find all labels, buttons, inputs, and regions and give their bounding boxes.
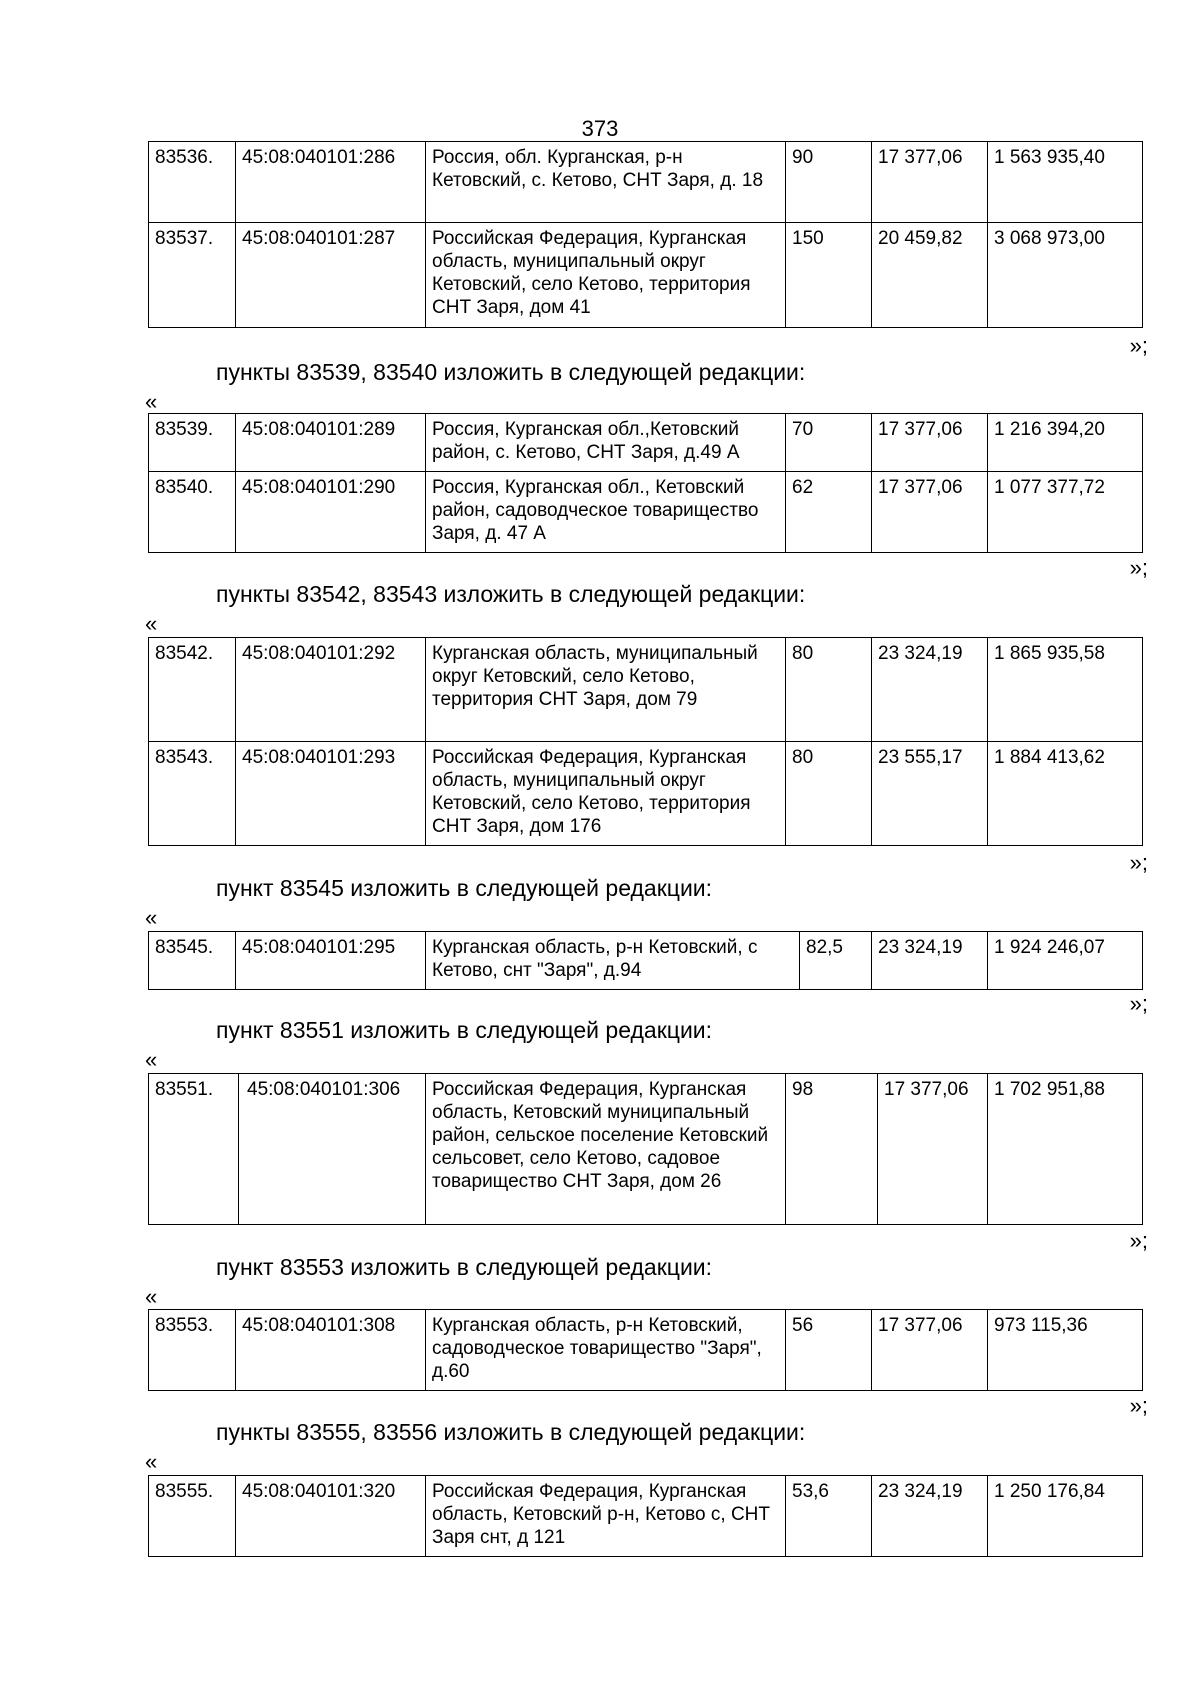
area: 53,6 bbox=[786, 1476, 872, 1557]
area: 56 bbox=[786, 1310, 872, 1391]
amendment-instruction: пункты 83539, 83540 изложить в следующей редакции: bbox=[216, 359, 806, 385]
page-number: 373 bbox=[581, 116, 619, 141]
amendment-instruction: пункты 83555, 83556 изложить в следующей редакции: bbox=[216, 1419, 806, 1445]
cadastral-number: 45:08:040101:292 bbox=[236, 638, 426, 742]
specific-value: 23 324,19 bbox=[872, 1476, 988, 1557]
cadastral-number: 45:08:040101:289 bbox=[236, 414, 426, 472]
cadastral-value: 1 702 951,88 bbox=[988, 1074, 1143, 1225]
opening-quote: « bbox=[145, 1047, 158, 1072]
cadastral-number: 45:08:040101:287 bbox=[236, 223, 426, 328]
area: 80 bbox=[786, 742, 872, 846]
cadastral-value: 973 115,36 bbox=[988, 1310, 1143, 1391]
specific-value: 17 377,06 bbox=[872, 472, 988, 553]
address: Курганская область, муниципальный округ Кетовский, село Кетово, территория СНТ Заря, дом 79 bbox=[426, 638, 786, 742]
amendment-instruction: пункты 83542, 83543 изложить в следующей редакции: bbox=[216, 581, 806, 607]
table-row bbox=[149, 223, 1143, 328]
closing-quote: »; bbox=[1129, 555, 1148, 580]
row-number: 83539. bbox=[149, 414, 236, 472]
area: 98 bbox=[786, 1074, 878, 1225]
opening-quote: « bbox=[145, 1449, 158, 1474]
registry-table bbox=[148, 1475, 1143, 1557]
registry-table bbox=[148, 1309, 1143, 1391]
closing-quote: »; bbox=[1129, 333, 1148, 358]
opening-quote: « bbox=[145, 905, 158, 930]
address: Российская Федерация, Курганская область, Кетовский муниципальный район, сельское поселение Кетовский сельсовет, село Кетово, садовое товарищество СНТ Заря, дом 26 bbox=[426, 1074, 786, 1225]
amendment-instruction: пункт 83551 изложить в следующей редакции: bbox=[216, 1017, 713, 1043]
amendment-instruction: пункт 83545 изложить в следующей редакции: bbox=[216, 875, 713, 901]
cadastral-number: 45:08:040101:293 bbox=[236, 742, 426, 846]
address: Российская Федерация, Курганская область, муниципальный округ Кетовский, село Кетово, территория СНТ Заря, дом 41 bbox=[426, 223, 786, 328]
row-number: 83545. bbox=[149, 932, 236, 990]
specific-value: 23 324,19 bbox=[872, 932, 988, 990]
cadastral-number: 45:08:040101:286 bbox=[236, 142, 426, 223]
cadastral-value: 1 077 377,72 bbox=[988, 472, 1143, 553]
address: Россия, Курганская обл.,Кетовский район, с. Кетово, СНТ Заря, д.49 А bbox=[426, 414, 786, 472]
table-row bbox=[149, 932, 1143, 990]
row-number: 83540. bbox=[149, 472, 236, 553]
row-number: 83551. bbox=[149, 1074, 239, 1225]
specific-value: 17 377,06 bbox=[872, 142, 988, 223]
opening-quote: « bbox=[145, 1284, 158, 1309]
closing-quote: »; bbox=[1129, 1228, 1148, 1253]
row-number: 83543. bbox=[149, 742, 236, 846]
specific-value: 23 324,19 bbox=[872, 638, 988, 742]
specific-value: 17 377,06 bbox=[878, 1074, 988, 1225]
registry-table bbox=[148, 413, 1143, 553]
area: 70 bbox=[786, 414, 872, 472]
area: 82,5 bbox=[800, 932, 872, 990]
row-number: 83555. bbox=[149, 1476, 236, 1557]
table-row bbox=[149, 142, 1143, 223]
cadastral-number: 45:08:040101:320 bbox=[236, 1476, 426, 1557]
cadastral-number: 45:08:040101:295 bbox=[236, 932, 426, 990]
specific-value: 20 459,82 bbox=[872, 223, 988, 328]
amendment-instruction: пункт 83553 изложить в следующей редакции: bbox=[216, 1254, 713, 1280]
cadastral-number: 45:08:040101:290 bbox=[236, 472, 426, 553]
area: 62 bbox=[786, 472, 872, 553]
address: Курганская область, р-н Кетовский, с Кетово, снт "Заря", д.94 bbox=[426, 932, 800, 990]
address: Россия, Курганская обл., Кетовский район, садоводческое товарищество Заря, д. 47 А bbox=[426, 472, 786, 553]
cadastral-value: 1 924 246,07 bbox=[988, 932, 1143, 990]
area: 90 bbox=[786, 142, 872, 223]
row-number: 83553. bbox=[149, 1310, 236, 1391]
table-row bbox=[149, 1476, 1143, 1557]
registry-table bbox=[148, 141, 1143, 328]
cadastral-value: 1 563 935,40 bbox=[988, 142, 1143, 223]
specific-value: 23 555,17 bbox=[872, 742, 988, 846]
table-row bbox=[149, 472, 1143, 553]
row-number: 83542. bbox=[149, 638, 236, 742]
cadastral-value: 1 250 176,84 bbox=[988, 1476, 1143, 1557]
table-row bbox=[149, 742, 1143, 846]
cadastral-value: 1 216 394,20 bbox=[988, 414, 1143, 472]
cadastral-value: 1 865 935,58 bbox=[988, 638, 1143, 742]
specific-value: 17 377,06 bbox=[872, 1310, 988, 1391]
closing-quote: »; bbox=[1129, 1393, 1148, 1418]
registry-table bbox=[148, 931, 1143, 990]
opening-quote: « bbox=[145, 611, 158, 636]
cadastral-value: 3 068 973,00 bbox=[988, 223, 1143, 328]
registry-table bbox=[148, 637, 1143, 846]
row-number: 83537. bbox=[149, 223, 236, 328]
area: 80 bbox=[786, 638, 872, 742]
opening-quote: « bbox=[145, 389, 158, 414]
closing-quote: »; bbox=[1129, 991, 1148, 1016]
table-row bbox=[149, 1074, 1143, 1225]
table-row bbox=[149, 414, 1143, 472]
row-number: 83536. bbox=[149, 142, 236, 223]
cadastral-number: 45:08:040101:306 bbox=[239, 1074, 426, 1225]
cadastral-value: 1 884 413,62 bbox=[988, 742, 1143, 846]
cadastral-number: 45:08:040101:308 bbox=[236, 1310, 426, 1391]
address: Россия, обл. Курганская, р-н Кетовский, с. Кетово, СНТ Заря, д. 18 bbox=[426, 142, 786, 223]
address: Курганская область, р-н Кетовский, садоводческое товарищество "Заря", д.60 bbox=[426, 1310, 786, 1391]
address: Российская Федерация, Курганская область, Кетовский р-н, Кетово с, СНТ Заря снт, д 121 bbox=[426, 1476, 786, 1557]
specific-value: 17 377,06 bbox=[872, 414, 988, 472]
table-row bbox=[149, 638, 1143, 742]
closing-quote: »; bbox=[1129, 850, 1148, 875]
table-row bbox=[149, 1310, 1143, 1391]
area: 150 bbox=[786, 223, 872, 328]
registry-table bbox=[148, 1073, 1143, 1225]
address: Российская Федерация, Курганская область, муниципальный округ Кетовский, село Кетово, территория СНТ Заря, дом 176 bbox=[426, 742, 786, 846]
